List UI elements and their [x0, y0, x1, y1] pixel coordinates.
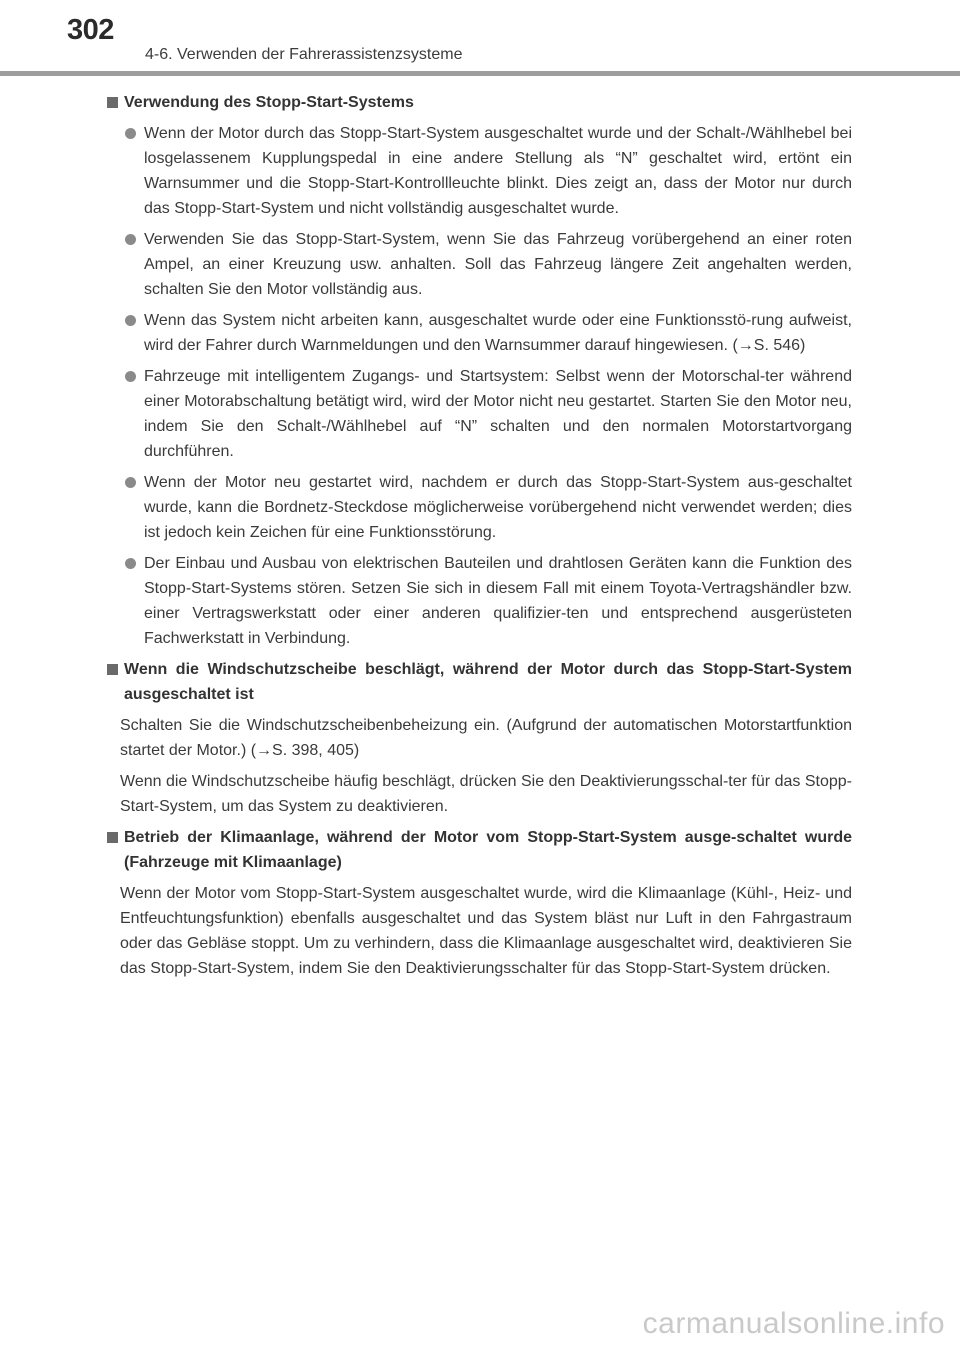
bullet-text: Fahrzeuge mit intelligentem Zugangs- und Startsystem: Selbst wenn der Motorschal-ter während einer Motorabschaltung betätigt wird, wird der Motor nicht neu gestartet. Starten Sie den Motor neu, indem Sie den Schalt-/Wählhebel auf “N” schalten und den normalen Motorstartvorgang durchführen.: [144, 368, 852, 460]
square-bullet-icon: [107, 664, 118, 675]
bullet-item: [107, 308, 852, 358]
bullet-text: Wenn der Motor neu gestartet wird, nachdem er durch das Stopp-Start-System aus-geschaltet wurde, kann die Bordnetz-Steckdose möglicherweise vorübergehend nicht verwendet werden; dies ist jedoch kein Zeichen für eine Funktionsstörung.: [144, 474, 852, 541]
header-rule: [0, 71, 960, 76]
section-stopp-start-usage: [107, 90, 852, 651]
paragraph: Wenn der Motor vom Stopp-Start-System ausgeschaltet wurde, wird die Klimaanlage (Kühl-, Heiz- und Entfeuchtungsfunktion) ebenfalls ausgeschaltet und das System bläst nur Luft in den Fahrgastraum oder das Gebläse stoppt. Um zu verhindern, dass die Klimaanlage ausgeschaltet wird, deaktivieren Sie das Stopp-Start-System, indem Sie den Deaktivierungsschalter für das Stopp-Start-System drücken.: [120, 885, 852, 977]
section-heading: [107, 657, 852, 707]
circle-bullet-icon: [125, 234, 136, 245]
bullet-item: [107, 551, 852, 651]
section-heading-text: Verwendung des Stopp-Start-Systems: [124, 94, 414, 111]
paragraph: Wenn die Windschutzscheibe häufig beschlägt, drücken Sie den Deaktivierungsschal-ter für das Stopp-Start-System, um das System zu deaktivieren.: [120, 773, 852, 815]
bullet-text: Wenn das System nicht arbeiten kann, ausgeschaltet wurde oder eine Funktionsstö-rung aufweist, wird der Fahrer durch Warnmeldungen und den Warnsummer darauf hingewiesen. (→S. 546): [144, 312, 852, 354]
circle-bullet-icon: [125, 371, 136, 382]
bullet-item: [107, 364, 852, 464]
section-title: 4-6. Verwenden der Fahrerassistenzsysteme: [145, 46, 463, 63]
section-heading: [107, 90, 852, 115]
section-heading-text: Wenn die Windschutzscheibe beschlägt, während der Motor durch das Stopp-Start-System ausgeschaltet ist: [124, 661, 852, 703]
content-body: [107, 90, 852, 987]
section-windshield-fogging: [107, 657, 852, 819]
circle-bullet-icon: [125, 315, 136, 326]
bullet-text: Der Einbau und Ausbau von elektrischen Bauteilen und drahtlosen Geräten kann die Funktion des Stopp-Start-Systems stören. Setzen Sie sich in diesem Fall mit einem Toyota-Vertragshändler bzw. einer Vertragswerkstatt oder einer anderen qualifizier-ten und entsprechend ausgerüsteten Fachwerkstatt in Verbindung.: [144, 555, 852, 647]
square-bullet-icon: [107, 832, 118, 843]
paragraph: Schalten Sie die Windschutzscheibenbeheizung ein. (Aufgrund der automatischen Motorstartfunktion startet der Motor.) (→S. 398, 405): [120, 717, 852, 759]
bullet-item: [107, 470, 852, 545]
bullet-item: [107, 227, 852, 302]
section-air-conditioning: [107, 825, 852, 981]
square-bullet-icon: [107, 97, 118, 108]
page-number: 302: [67, 14, 114, 46]
bullet-text: Wenn der Motor durch das Stopp-Start-System ausgeschaltet wurde und der Schalt-/Wählhebel bei losgelassenem Kupplungspedal in eine andere Stellung als “N” geschaltet wird, ertönt ein Warnsummer und die Stopp-Start-Kontrollleuchte blinkt. Dies zeigt an, dass der Motor nur durch das Stopp-Start-System und nicht vollständig ausgeschaltet wurde.: [144, 125, 852, 217]
section-heading: [107, 825, 852, 875]
section-heading-text: Betrieb der Klimaanlage, während der Motor vom Stopp-Start-System ausge-schaltet wurde (Fahrzeuge mit Klimaanlage): [124, 829, 852, 871]
watermark: carmanualsonline.info: [642, 1307, 945, 1340]
bullet-text: Verwenden Sie das Stopp-Start-System, wenn Sie das Fahrzeug vorübergehend an einer roten Ampel, an einer Kreuzung usw. anhalten. Soll das Fahrzeug längere Zeit angehalten werden, schalten Sie den Motor vollständig aus.: [144, 231, 852, 298]
circle-bullet-icon: [125, 477, 136, 488]
bullet-item: [107, 121, 852, 221]
circle-bullet-icon: [125, 558, 136, 569]
circle-bullet-icon: [125, 128, 136, 139]
